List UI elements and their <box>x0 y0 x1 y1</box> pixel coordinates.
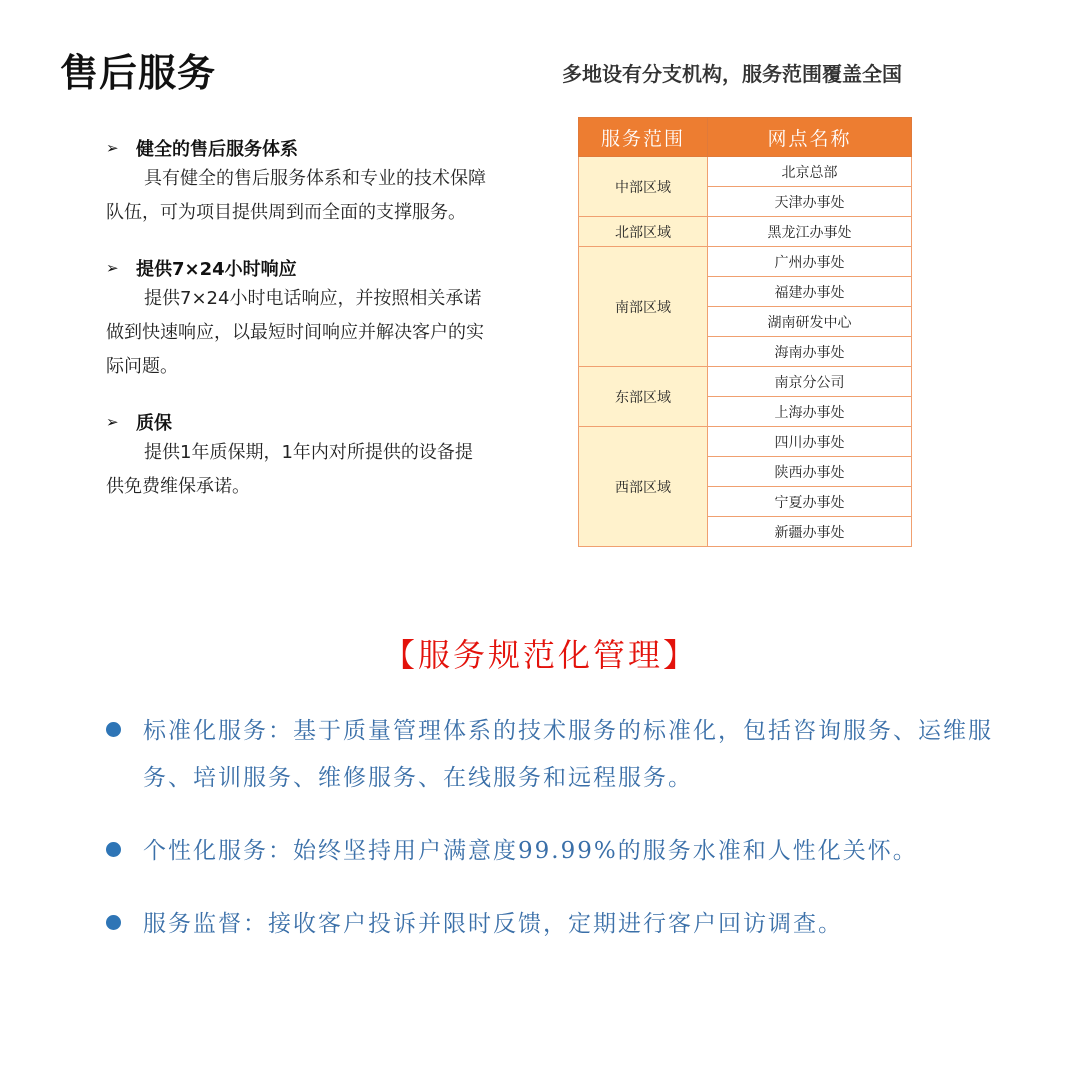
circle-bullet-icon <box>106 842 121 857</box>
region-cell: 南部区域 <box>579 247 708 367</box>
feature-heading-text: 健全的售后服务体系 <box>136 139 298 160</box>
page-subtitle: 多地设有分支机构，服务范围覆盖全国 <box>562 62 902 86</box>
office-cell: 南京分公司 <box>708 367 912 397</box>
office-cell: 新疆办事处 <box>708 517 912 547</box>
region-cell: 中部区域 <box>579 157 708 217</box>
list-item-text: 标准化服务：基于质量管理体系的技术服务的标准化，包括咨询服务、运维服务、培训服务、维修服务、在线服务和远程服务。 <box>143 718 993 791</box>
table-row <box>579 247 912 277</box>
list-item <box>106 901 1006 948</box>
feature-body: 提供1年质保期，1年内对所提供的设备提供免费维保承诺。 <box>106 442 473 497</box>
feature-heading <box>106 254 486 282</box>
circle-bullet-icon <box>106 722 121 737</box>
feature-heading-text: 提供7×24小时响应 <box>136 259 297 280</box>
feature-list <box>106 134 486 528</box>
feature-item <box>106 408 486 504</box>
management-section-title: 【服务规范化管理】 <box>382 636 698 674</box>
arrow-bullet-icon: ➢ <box>106 413 119 431</box>
office-cell: 四川办事处 <box>708 427 912 457</box>
feature-heading <box>106 408 486 436</box>
office-cell: 海南办事处 <box>708 337 912 367</box>
feature-item <box>106 254 486 384</box>
region-cell: 西部区域 <box>579 427 708 547</box>
arrow-bullet-icon: ➢ <box>106 139 119 157</box>
page-title: 售后服务 <box>60 51 217 95</box>
feature-item <box>106 134 486 230</box>
feature-body: 具有健全的售后服务体系和专业的技术保障队伍，可为项目提供周到而全面的支撑服务。 <box>106 168 486 223</box>
table-row <box>579 427 912 457</box>
list-item-text: 个性化服务：始终坚持用户满意度99.99%的服务水准和人性化关怀。 <box>143 838 918 864</box>
table-header-row <box>579 118 912 157</box>
table-row <box>579 157 912 187</box>
table-row <box>579 367 912 397</box>
branch-network-table <box>578 117 912 547</box>
list-item <box>106 708 1006 802</box>
office-cell: 天津办事处 <box>708 187 912 217</box>
list-item-text: 服务监督：接收客户投诉并限时反馈，定期进行客户回访调查。 <box>143 911 843 937</box>
feature-heading-text: 质保 <box>136 413 172 434</box>
circle-bullet-icon <box>106 915 121 930</box>
region-cell: 北部区域 <box>579 217 708 247</box>
office-cell: 湖南研发中心 <box>708 307 912 337</box>
office-cell: 福建办事处 <box>708 277 912 307</box>
region-cell: 东部区域 <box>579 367 708 427</box>
office-cell: 黑龙江办事处 <box>708 217 912 247</box>
header-branch-name: 网点名称 <box>708 118 912 157</box>
feature-body: 提供7×24小时电话响应，并按照相关承诺做到快速响应，以最短时间响应并解决客户的实际问题。 <box>106 288 484 377</box>
office-cell: 宁夏办事处 <box>708 487 912 517</box>
table-row <box>579 217 912 247</box>
arrow-bullet-icon: ➢ <box>106 259 119 277</box>
office-cell: 广州办事处 <box>708 247 912 277</box>
office-cell: 北京总部 <box>708 157 912 187</box>
management-list <box>106 708 1006 974</box>
office-cell: 陕西办事处 <box>708 457 912 487</box>
office-cell: 上海办事处 <box>708 397 912 427</box>
header-service-scope: 服务范围 <box>579 118 708 157</box>
list-item <box>106 828 1006 875</box>
feature-heading <box>106 134 486 162</box>
